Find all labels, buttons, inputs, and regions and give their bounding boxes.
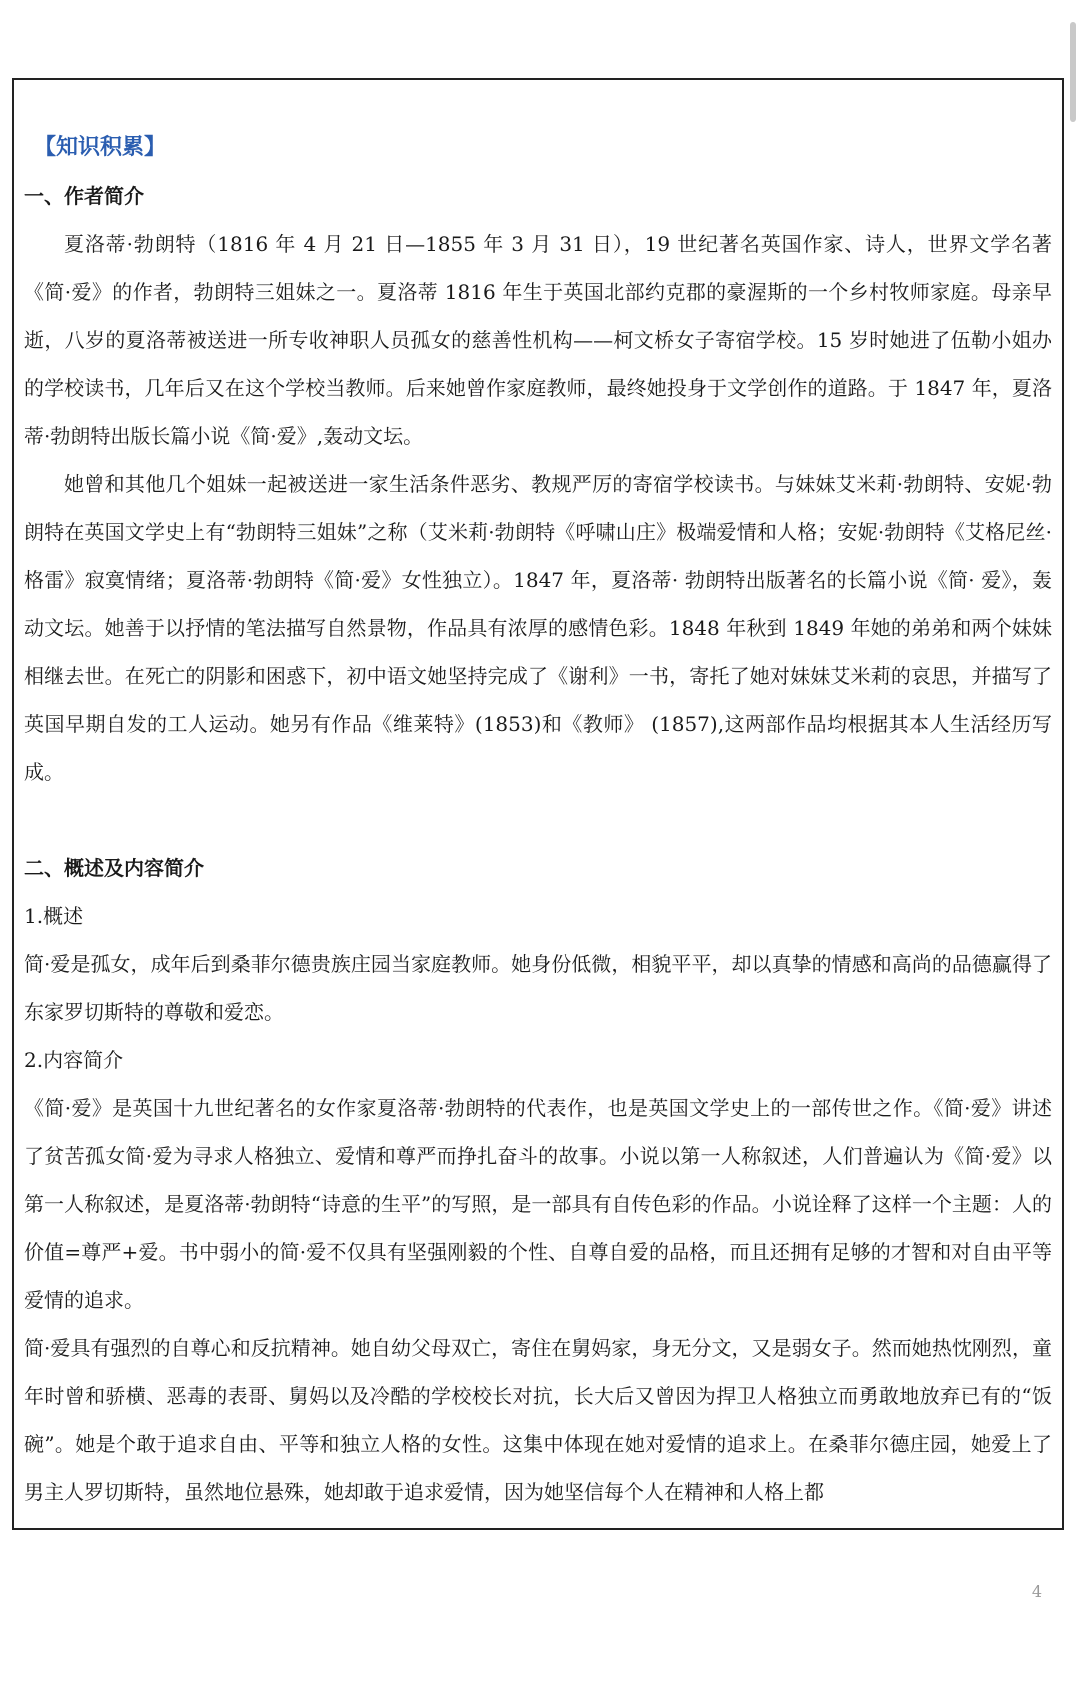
summary-heading: 二、概述及内容简介 (24, 856, 204, 880)
author-intro-heading: 一、作者简介 (24, 184, 144, 208)
page-number: 4 (1031, 1582, 1042, 1601)
section-label: 【知识积累】 (34, 135, 167, 160)
spacer (24, 796, 1052, 844)
scrollbar[interactable] (1070, 22, 1076, 122)
overview-subtitle: 1.概述 (24, 904, 84, 928)
content-frame (12, 78, 1064, 1530)
author-intro-paragraph-2: 她曾和其他几个姐妹一起被送进一家生活条件恶劣、教规严厉的寄宿学校读书。与妹妹艾米莉·勃朗特、安妮·勃朗特在英国文学史上有“勃朗特三姐妹”之称（艾米莉·勃朗特《呼啸山庄》极端爱情和人格；安妮·勃朗特《艾格尼丝·格雷》寂寞情绪；夏洛蒂·勃朗特《简·爱》女性独立）。1847 年，夏洛蒂· 勃朗特出版著名的长篇小说《简· 爱》，轰动文坛。她善于以抒情的笔法描写自然景物，作品具有浓厚的感情色彩。1848 年秋到 1849 年她的弟弟和两个妹妹相继去世。在死亡的阴影和困惑下，初中语文她坚持完成了《谢利》一书，寄托了她对妹妹艾米莉的哀思，并描写了英国早期自发的工人运动。她另有作品《维莱特》(1853)和《教师》 (1857),这两部作品均根据其本人生活经历写成。 (24, 472, 1052, 784)
content-intro-subtitle: 2.内容简介 (24, 1048, 124, 1072)
overview-text: 简·爱是孤女，成年后到桑菲尔德贵族庄园当家庭教师。她身份低微，相貌平平，却以真挚的情感和高尚的品德赢得了东家罗切斯特的尊敬和爱恋。 (24, 952, 1052, 1024)
content-intro-paragraph-2: 简·爱具有强烈的自尊心和反抗精神。她自幼父母双亡，寄住在舅妈家，身无分文，又是弱女子。然而她热忱刚烈，童年时曾和骄横、恶毒的表哥、舅妈以及冷酷的学校校长对抗，长大后又曾因为捍卫人格独立而勇敢地放弃已有的“饭碗”。她是个敢于追求自由、平等和独立人格的女性。这集中体现在她对爱情的追求上。在桑菲尔德庄园，她爱上了男主人罗切斯特，虽然地位悬殊，她却敢于追求爱情，因为她坚信每个人在精神和人格上都 (24, 1336, 1052, 1504)
content-intro-paragraph-1: 《简·爱》是英国十九世纪著名的女作家夏洛蒂·勃朗特的代表作，也是英国文学史上的一部传世之作。《简·爱》讲述了贫苦孤女简·爱为寻求人格独立、爱情和尊严而挣扎奋斗的故事。小说以第一人称叙述，人们普遍认为《简·爱》以第一人称叙述，是夏洛蒂·勃朗特“诗意的生平”的写照，是一部具有自传色彩的作品。小说诠释了这样一个主题：人的价值=尊严+爱。书中弱小的简·爱不仅具有坚强刚毅的个性、自尊自爱的品格，而且还拥有足够的才智和对自由平等爱情的追求。 (24, 1096, 1052, 1312)
document-content (14, 80, 1062, 1516)
author-intro-paragraph-1: 夏洛蒂·勃朗特（1816 年 4 月 21 日—1855 年 3 月 31 日），19 世纪著名英国作家、诗人，世界文学名著《简·爱》的作者，勃朗特三姐妹之一。夏洛蒂 1816 年生于英国北部约克郡的豪渥斯的一个乡村牧师家庭。母亲早逝，八岁的夏洛蒂被送进一所专收神职人员孤女的慈善性机构——柯文桥女子寄宿学校。15 岁时她进了伍勒小姐办的学校读书，几年后又在这个学校当教师。后来她曾作家庭教师，最终她投身于文学创作的道路。于 1847 年，夏洛蒂·勃朗特出版长篇小说《简·爱》,轰动文坛。 (24, 232, 1052, 448)
